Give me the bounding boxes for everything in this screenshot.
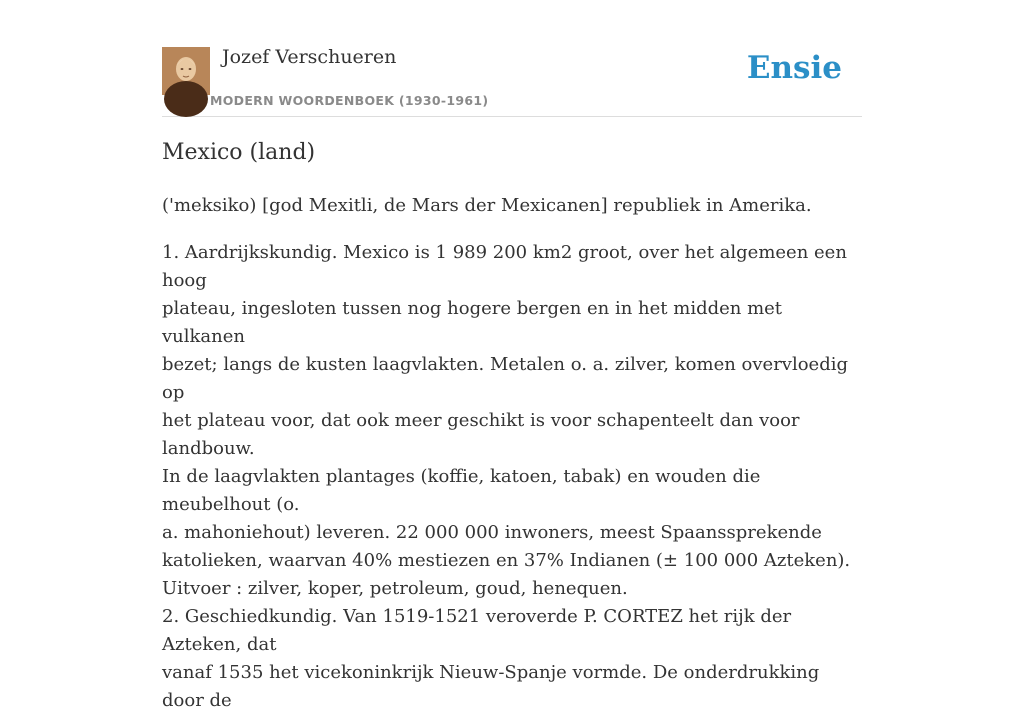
- paragraph-geography: 1. Aardrijkskundig. Mexico is 1 989 200 km2 groot, over het algemeen een hoog plateau, ingesloten tussen nog hogere bergen en in het midden met vulkanen bezet; langs de kusten laagvlakten. Metalen o. a. zilver, komen overvloedig op het plateau voor, dat ook meer geschikt is voor schapenteelt dan voor landbouw. In de laagvlakten plantages (koffie, katoen, tabak) en wouden die meubelhout (o. a. mahoniehout) leveren. 22 000 000 inwoners, meest Spaanssprekende katolieken, waarvan 40% mestiezen en 37% Indianen (± 100 000 Azteken). Uitvoer : zilver, koper, petroleum, goud, henequen.: [162, 242, 851, 599]
- entry-title: Mexico (land): [162, 140, 316, 165]
- author-portrait-icon: [162, 47, 210, 95]
- author-name[interactable]: Jozef Verschueren: [222, 46, 397, 68]
- entry-header: [162, 44, 862, 117]
- entry-body: [162, 192, 866, 715]
- source-dictionary[interactable]: MODERN WOORDENBOEK (1930-1961): [210, 93, 489, 108]
- site-logo[interactable]: Ensie: [746, 50, 842, 86]
- entry-intro: ('meksiko) [god Mexitli, de Mars der Mexicanen] republiek in Amerika.: [162, 195, 812, 216]
- author-avatar[interactable]: [162, 47, 210, 95]
- paragraph-history: 2. Geschiedkundig. Van 1519-1521 veroverde P. CORTEZ het rijk der Azteken, dat vanaf 1535 het vicekoninkrijk Nieuw-Spanje vormde. De onderdrukking door de: [162, 606, 820, 711]
